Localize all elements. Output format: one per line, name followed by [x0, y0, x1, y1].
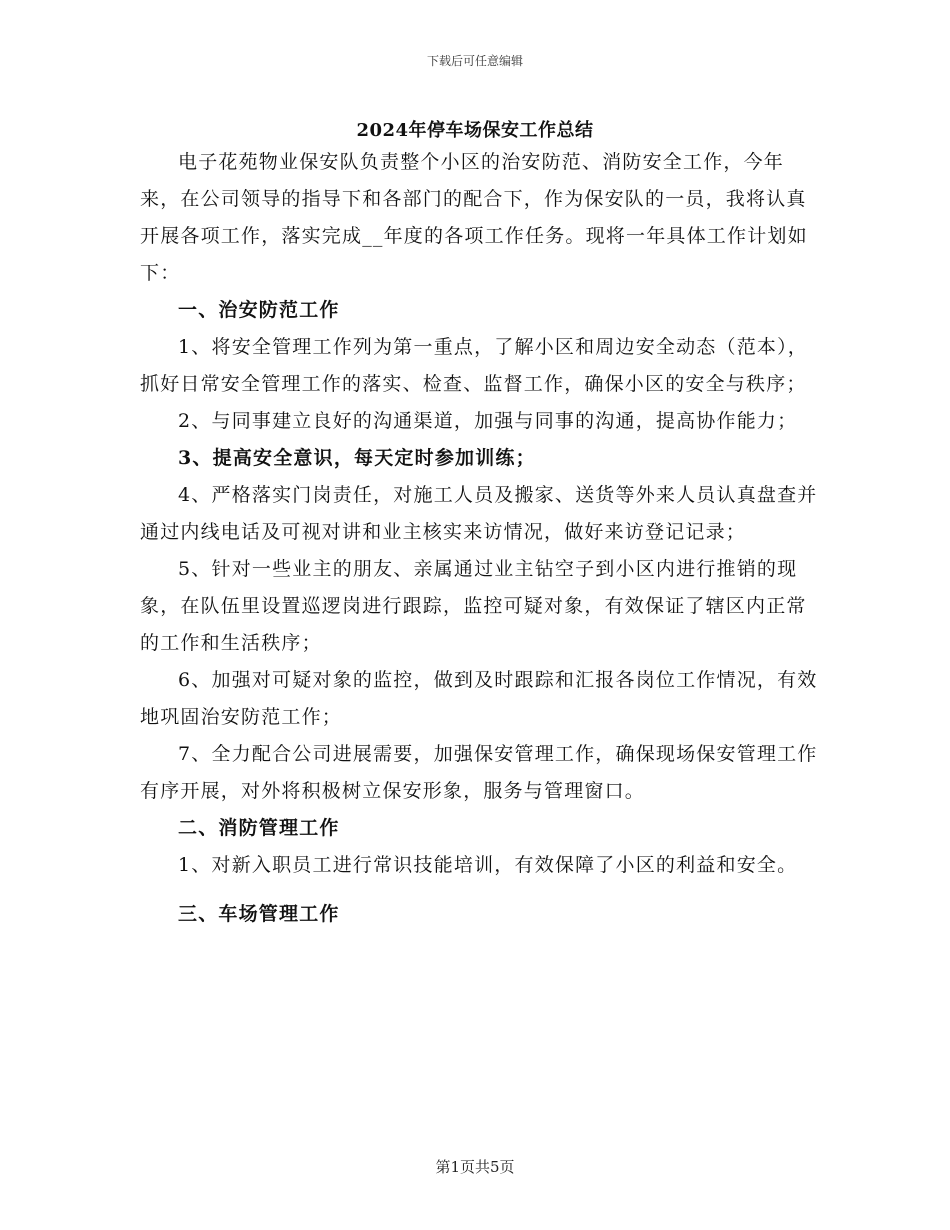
section-heading-parking-management: 三、车场管理工作: [178, 903, 340, 925]
document-body: [140, 144, 820, 933]
page-header: 下载后可任意编辑: [426, 54, 523, 68]
section-heading-public-security: 一、治安防范工作: [178, 299, 340, 321]
paragraph-item-4: 4、严格落实门岗责任，对施工人员及搬家、送货等外来人员认真盘查并通过内线电话及可视对讲和业主核实来访情况，做好来访登记记录；: [140, 484, 818, 543]
paragraph-item-5: 5、针对一些业主的朋友、亲属通过业主钻空子到小区内进行推销的现象，在队伍里设置巡逻岗进行跟踪，监控可疑对象，有效保证了辖区内正常的工作和生活秩序；: [140, 558, 807, 654]
paragraph-fire-item-1: 1、对新入职员工进行常识技能培训，有效保障了小区的利益和安全。: [178, 854, 798, 876]
paragraph-item-1: 1、将安全管理工作列为第一重点，了解小区和周边安全动态（范本），抓好日常安全管理工作的落实、检查、监督工作，确保小区的安全与秩序；: [140, 336, 808, 395]
paragraph-item-2: 2、与同事建立良好的沟通渠道，加强与同事的沟通，提高协作能力；: [178, 410, 798, 432]
paragraph-item-6: 6、加强对可疑对象的监控，做到及时跟踪和汇报各岗位工作情况，有效地巩固治安防范工作；: [140, 669, 818, 728]
page-footer: 第1页共5页: [435, 1158, 515, 1176]
section-heading-fire-management: 二、消防管理工作: [178, 817, 340, 839]
document-title: 2024年停车场保安工作总结: [356, 120, 594, 141]
paragraph-item-7: 7、全力配合公司进展需要，加强保安管理工作，确保现场保安管理工作有序开展，对外将积极树立保安形象，服务与管理窗口。: [140, 743, 818, 802]
intro-paragraph: 电子花苑物业保安队负责整个小区的治安防范、消防安全工作，今年来，在公司领导的指导下和各部门的配合下，作为保安队的一员，我将认真开展各项工作，落实完成__年度的各项工作任务。现将一年具体工作计划如下：: [140, 151, 808, 284]
bold-item-3: 3、提高安全意识，每天定时参加训练；: [178, 447, 536, 469]
